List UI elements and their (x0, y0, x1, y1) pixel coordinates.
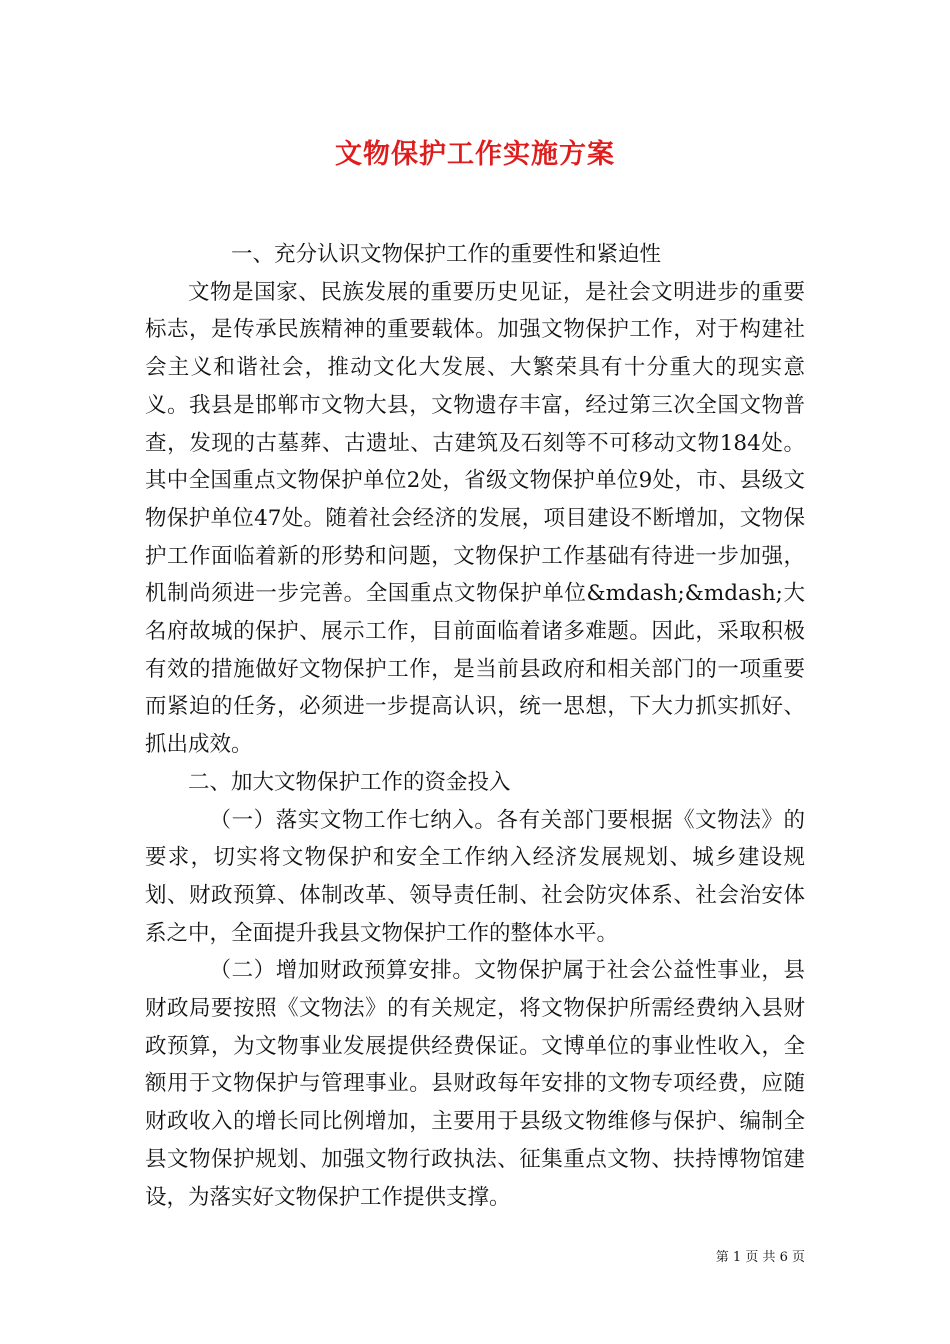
page-number: 第 1 页 共 6 页 (715, 1250, 805, 1265)
paragraph-subsection-1: （一）落实文物工作七纳入。各有关部门要根据《文物法》的要求，切实将文物保护和安全工作纳入经济发展规划、城乡建设规划、财政预算、体制改革、领导责任制、社会防灾体系、社会治安体系之中，全面提升我县文物保护工作的整体水平。 (145, 807, 805, 946)
section-heading-2: 二、加大文物保护工作的资金投入 (188, 769, 511, 795)
document-title: 文物保护工作实施方案 (335, 139, 615, 170)
section-heading-1: 一、充分认识文物保护工作的重要性和紧迫性 (231, 242, 662, 267)
paragraph-subsection-2: （二）增加财政预算安排。文物保护属于社会公益性事业，县财政局要按照《文物法》的有关规定，将文物保护所需经费纳入县财政预算，为文物事业发展提供经费保证。文博单位的事业性收入，全额用于文物保护与管理事业。县财政每年安排的文物专项经费，应随财政收入的增长同比例增加，主要用于县级文物维修与保护、编制全县文物保护规划、加强文物行政执法、征集重点文物、扶持博物馆建设，为落实好文物保护工作提供支撑。 (145, 958, 805, 1210)
paragraph-importance: 文物是国家、民族发展的重要历史见证，是社会文明进步的重要标志，是传承民族精神的重要载体。加强文物保护工作，对于构建社会主义和谐社会，推动文化大发展、大繁荣具有十分重大的现实意义。我县是邯郸市文物大县，文物遗存丰富，经过第三次全国文物普查，发现的古墓葬、古遗址、古建筑及石刻等不可移动文物184处。其中全国重点文物保护单位2处，省级文物保护单位9处，市、县级文物保护单位47处。随着社会经济的发展，项目建设不断增加，文物保护工作面临着新的形势和问题，文物保护工作基础有待进一步加强，机制尚须进一步完善。全国重点文物保护单位&mdash;&mdash;大名府故城的保护、展示工作，目前面临着诸多难题。因此，采取积极有效的措施做好文物保护工作，是当前县政府和相关部门的一项重要而紧迫的任务，必须进一步提高认识，统一思想，下大力抓实抓好、抓出成效。 (145, 279, 805, 758)
document-body (145, 236, 805, 1216)
